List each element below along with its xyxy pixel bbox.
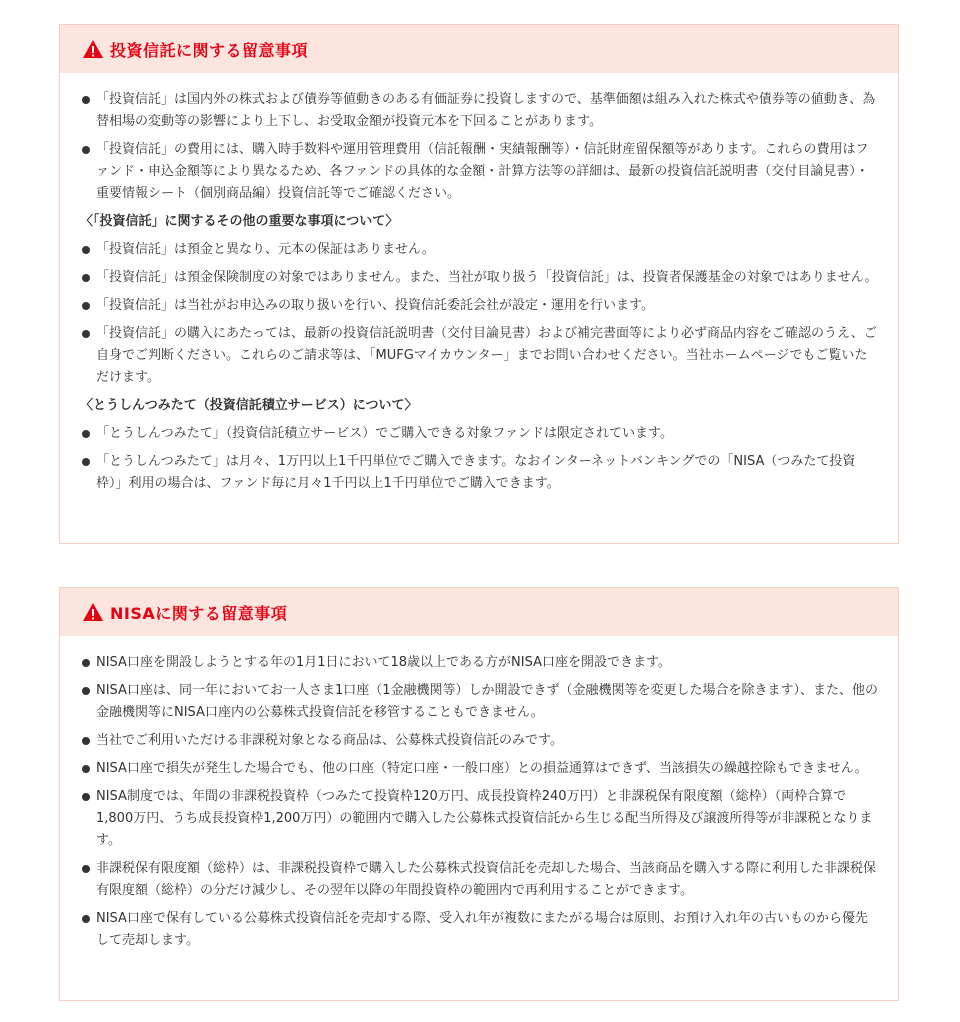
bullet-icon: [82, 793, 90, 801]
nisa-title: NISAに関する留意事項: [110, 603, 288, 623]
bullet-icon: [82, 458, 90, 466]
nisa-body: [60, 636, 898, 952]
bullet-icon: [82, 765, 90, 773]
toushin-tsumitate-heading: 〈とうしんつみたて（投資信託積立サービス）について〉: [80, 398, 418, 413]
list-item: NISA制度では、年間の非課税投資枠（つみたて投資枠120万円、成長投資枠240万円）と非課税保有限度額（総枠）（両枠合算で1,800万円、うち成長投資枠1,200万円）の範囲内で購入した公募株式投資信託から生じる配当所得及び譲渡所得等が非課税となります。: [80, 786, 878, 852]
bullet-icon: [82, 330, 90, 338]
bullet-icon: [82, 96, 90, 104]
list-item: 「投資信託」は預金と異なり、元本の保証はありません。: [80, 239, 878, 261]
bullet-icon: [82, 915, 90, 923]
warning-icon: [82, 602, 104, 622]
list-item: 「投資信託」は当社がお申込みの取り扱いを行い、投資信託委託会社が設定・運用を行います。: [80, 295, 878, 317]
bullet-icon: [82, 302, 90, 310]
list-item: 「投資信託」は国内外の株式および債券等値動きのある有価証券に投資しますので、基準価額は組み入れた株式や債券等の値動き、為替相場の変動等の影響により上下し、お受取金額が投資元本を下回ることがあります。: [80, 89, 878, 133]
list-item: 「投資信託」は預金保険制度の対象ではありません。また、当社が取り扱う「投資信託」は、投資者保護基金の対象ではありません。: [80, 267, 878, 289]
nisa-header: [60, 588, 898, 636]
list-item: 「投資信託」の費用には、購入時手数料や運用管理費用（信託報酬・実績報酬等）・信託財産留保額等があります。これらの費用はファンド・申込金額等により異なるため、各ファンドの具体的な金額・計算方法等の詳細は、最新の投資信託説明書（交付目論見書）・重要情報シート（個別商品編）投資信託等でご確認ください。: [80, 139, 878, 205]
list-item: 「とうしんつみたて」は月々、1万円以上1千円単位でご購入できます。なおインターネットバンキングでの「NISA（つみたて投資枠）」利用の場合は、ファンド毎に月々1千円以上1千円単位でご購入できます。: [80, 451, 878, 495]
bullet-icon: [82, 659, 90, 667]
nisa-notice: [59, 587, 899, 1001]
investment-trust-body: [60, 73, 898, 495]
list-item: 当社でご利用いただける非課税対象となる商品は、公募株式投資信託のみです。: [80, 730, 878, 752]
bullet-icon: [82, 737, 90, 745]
list-item: NISA口座を開設しようとする年の1月1日において18歳以上である方がNISA口座を開設できます。: [80, 652, 878, 674]
investment-trust-notice: [59, 24, 899, 544]
other-important-matters-heading: 〈「投資信託」に関するその他の重要な事項について〉: [80, 214, 399, 229]
list-item: 「とうしんつみたて」（投資信託積立サービス）でご購入できる対象ファンドは限定されています。: [80, 423, 878, 445]
bullet-icon: [82, 687, 90, 695]
bullet-icon: [82, 274, 90, 282]
bullet-icon: [82, 146, 90, 154]
list-item: NISA口座で損失が発生した場合でも、他の口座（特定口座・一般口座）との損益通算はできず、当該損失の繰越控除もできません。: [80, 758, 878, 780]
list-item: 非課税保有限度額（総枠）は、非課税投資枠で購入した公募株式投資信託を売却した場合、当該商品を購入する際に利用した非課税保有限度額（総枠）の分だけ減少し、その翌年以降の年間投資枠の範囲内で再利用することができます。: [80, 858, 878, 902]
investment-trust-header: [60, 25, 898, 73]
list-item: NISA口座で保有している公募株式投資信託を売却する際、受入れ年が複数にまたがる場合は原則、お預け入れ年の古いものから優先して売却します。: [80, 908, 878, 952]
list-item: 「投資信託」の購入にあたっては、最新の投資信託説明書（交付目論見書）および補完書面等により必ず商品内容をご確認のうえ、ご自身でご判断ください。これらのご請求等は、「MUFGマイカウンター」までお問い合わせください。当社ホームページでもご覧いただけます。: [80, 323, 878, 389]
bullet-icon: [82, 430, 90, 438]
bullet-icon: [82, 246, 90, 254]
bullet-icon: [82, 865, 90, 873]
investment-trust-title: 投資信託に関する留意事項: [110, 40, 309, 60]
warning-icon: [82, 39, 104, 59]
list-item: NISA口座は、同一年においてお一人さま1口座（1金融機関等）しか開設できず（金融機関等を変更した場合を除きます）、また、他の金融機関等にNISA口座内の公募株式投資信託を移管することもできません。: [80, 680, 878, 724]
